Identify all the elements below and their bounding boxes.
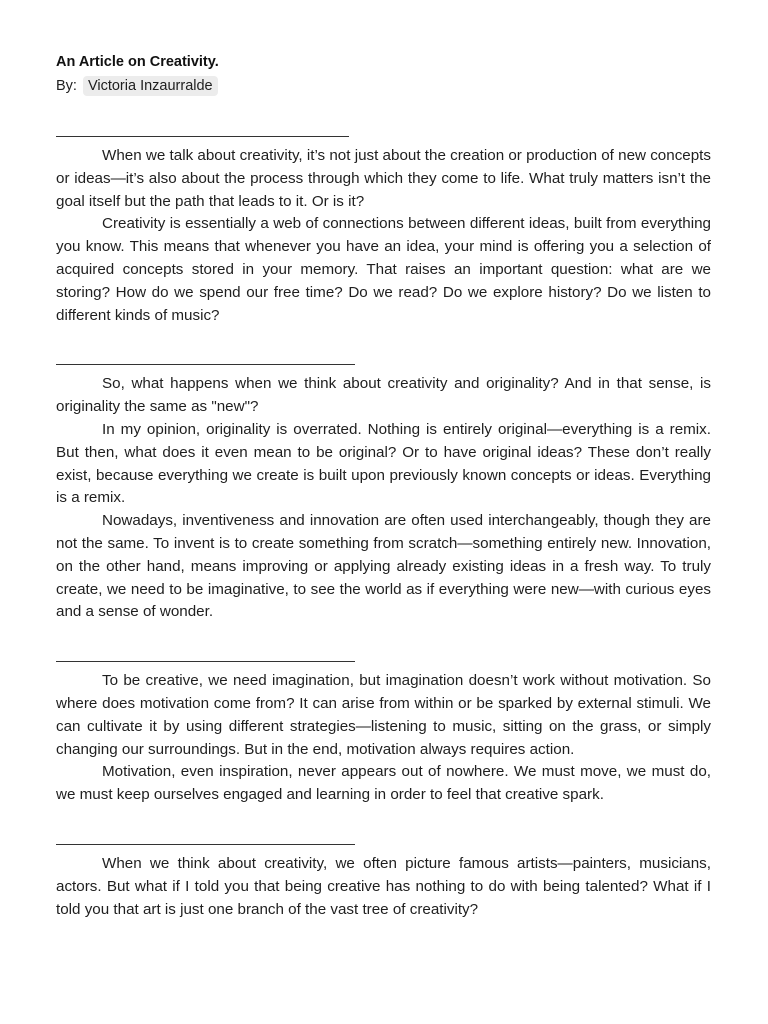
document-title: An Article on Creativity.: [56, 54, 219, 70]
section-1: [56, 145, 711, 327]
paragraph: So, what happens when we think about creativity and originality? And in that sense, is originality the same as "new"?: [56, 375, 711, 416]
paragraph: Creativity is essentially a web of connections between different ideas, built from everything you know. This means that whenever you have an idea, your mind is offering you a selection of acquired concepts stored in your memory. That raises an important question: what are we storing? How do we spend our free time? Do we read? Do we explore history? Do we listen to different kinds of music?: [56, 215, 711, 324]
paragraph: Nowadays, inventiveness and innovation are often used interchangeably, though they are not the same. To invent is to create something from scratch—something entirely new. Innovation, on the other hand, means improving or applying already existing ideas in a fresh way. To truly create, we need to be imaginative, to see the world as if everything were new—with curious eyes and a sense of wonder.: [56, 512, 711, 621]
byline-label: By:: [56, 78, 77, 94]
section-divider: [56, 661, 355, 662]
section-divider: [56, 844, 355, 845]
document-page: [56, 52, 711, 921]
section-2: [56, 373, 711, 624]
paragraph: Motivation, even inspiration, never appears out of nowhere. We must move, we must do, we must keep ourselves engaged and learning in order to feel that creative spark.: [56, 763, 711, 804]
paragraph: To be creative, we need imagination, but imagination doesn’t work without motivation. So where does motivation come from? It can arise from within or be sparked by external stimuli. We can cultivate it by using different strategies—listening to music, sitting on the grass, or simply changing our surroundings. But in the end, motivation always requires action.: [56, 672, 711, 758]
section-divider: [56, 136, 349, 137]
section-3: [56, 670, 711, 807]
section-divider: [56, 364, 355, 365]
byline: [56, 76, 711, 96]
section-4: [56, 853, 711, 921]
paragraph: In my opinion, originality is overrated. Nothing is entirely original—everything is a remix. But then, what does it even mean to be original? Or to have original ideas? These don’t really exist, because everything we create is built upon previously known concepts or ideas. Everything is a remix.: [56, 420, 711, 507]
author-chip[interactable]: Victoria Inzaurralde: [83, 76, 218, 96]
paragraph: When we talk about creativity, it’s not just about the creation or production of new concepts or ideas—it’s also about the process through which they come to life. What truly matters isn’t the goal itself but the path that leads to it. Or is it?: [56, 147, 711, 210]
paragraph: When we think about creativity, we often picture famous artists—painters, musicians, actors. But what if I told you that being creative has nothing to do with being talented? What if I told you that art is just one branch of the vast tree of creativity?: [56, 854, 711, 918]
